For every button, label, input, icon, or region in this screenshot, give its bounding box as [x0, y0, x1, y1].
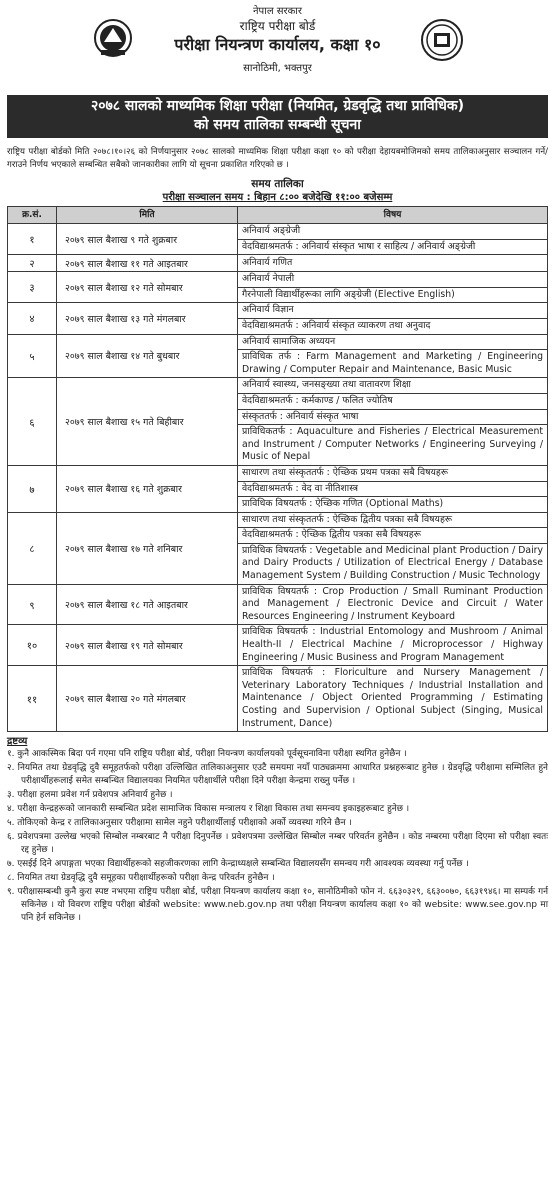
row-subjects [238, 625, 548, 666]
timetable-table [7, 206, 548, 732]
row-date: २०७९ साल बैशाख १४ गते बुधबार [57, 334, 238, 378]
header-sn: क्र.सं. [8, 207, 57, 224]
row-serial: १० [8, 625, 57, 666]
subject-line: अनिवार्य स्वास्थ्य, जनसङ्ख्या तथा वातावरण शिक्षा [238, 378, 547, 394]
table-row [8, 465, 548, 512]
row-date: २०७९ साल बैशाख १८ गते आइतबार [57, 584, 238, 625]
subject-line: वेदविद्याश्रमतर्फ : अनिवार्य संस्कृत भाषा र साहित्य / अनिवार्य अङ्ग्रेजी [242, 240, 476, 252]
row-serial: ८ [8, 512, 57, 584]
timetable-body [8, 224, 548, 732]
government-emblem-icon [93, 16, 133, 60]
subject-line: वेदविद्याश्रमतर्फ : कर्मकाण्ड / फलित ज्योतिष [238, 394, 547, 410]
subject-line: प्राविधिक विषयतर्फ : Vegetable and Medicinal plant Production / Dairy and Dairy Products / Utilization of Electrical Energy / Database Management System / Building Construction / Music Technology [242, 544, 543, 582]
row-subjects [238, 465, 548, 512]
table-row [8, 272, 548, 303]
row-date: २०७९ साल बैशाख १६ गते शुक्रबार [57, 465, 238, 512]
subject-line: संस्कृततर्फ : अनिवार्य संस्कृत भाषा [238, 410, 547, 426]
header-subject: विषय [238, 207, 548, 224]
row-subjects [238, 303, 548, 334]
header-office: परीक्षा नियन्त्रण कार्यालय, कक्षा १० [174, 35, 381, 54]
row-date: २०७९ साल बैशाख ११ गते आइतबार [57, 255, 238, 272]
header [7, 6, 548, 92]
row-subjects [238, 334, 548, 378]
row-serial: ९ [8, 584, 57, 625]
note-item: ८. नियमित तथा ग्रेडवृद्धि दुवै समूहका परीक्षार्थीहरूको परीक्षा केन्द्र परिवर्तन हुनेछैन । [7, 873, 275, 884]
note-item: ६. प्रवेशपत्रमा उल्लेख भएको सिम्बोल नम्बरबाट नै परीक्षा दिनुपर्नेछ । प्रवेशपत्रमा उल्लेखित सिम्बोल नम्बर परिवर्तन हुनेछैन । कोड नम्बरमा परीक्षा दिएमा सो परीक्षा स्वतः रद्द हुनेछ । [7, 832, 548, 856]
row-date: २०७९ साल बैशाख ९ गते शुक्रबार [57, 224, 238, 255]
table-row [8, 224, 548, 255]
notes-title: द्रष्टव्य [7, 736, 28, 748]
notes-list [7, 748, 548, 925]
row-subjects [238, 255, 548, 272]
row-serial: ५ [8, 334, 57, 378]
table-row [8, 625, 548, 666]
subject-line: प्राविधिक तर्फ : Farm Management and Marketing / Engineering Drawing / Computer Repair and Maintenance, Basic Music [242, 351, 543, 375]
subject-line: प्राविधिक विषयतर्फ : Industrial Entomology and Mushroom / Animal Health-II / Electrical Machine / Microprocessor / Highway Engineering / Music Business and Program Management [242, 626, 543, 663]
row-date: २०७९ साल बैशाख १२ गते सोमबार [57, 272, 238, 303]
row-date: २०७९ साल बैशाख १५ गते बिहीबार [57, 378, 238, 466]
subject-line: साधारण तथा संस्कृततर्फ : ऐच्छिक द्वितीय पत्रका सबै विषयहरू [238, 513, 547, 529]
timetable-subtitle: परीक्षा सञ्चालन समय : बिहान ८:०० बजेदेखि ११:०० बजेसम्म [162, 192, 393, 203]
note-item: २. नियमित तथा ग्रेडवृद्धि दुवै समूहतर्फको परीक्षा उल्लिखित तालिकाअनुसार एउटै समयमा नयाँ पाठ्यक्रममा आधारित प्रश्नहरूबाट हुनेछ । ग्रेडवृद्धि परीक्षामा सम्मिलित हुने परीक्षार्थीहरूलाई समेत सम्बन्धित विद्यालयका नियमित परीक्षार्थीले परीक्षा दिने परीक्षा केन्द्रमा राख्नु पर्नेछ । [7, 763, 548, 787]
subject-line: अनिवार्य नेपाली [238, 272, 547, 288]
row-subjects [238, 224, 548, 255]
row-serial: ६ [8, 378, 57, 466]
row-date: २०७९ साल बैशाख २० गते मंगलबार [57, 666, 238, 732]
row-serial: ३ [8, 272, 57, 303]
note-item: ३. परीक्षा हलमा प्रवेश गर्न प्रवेशपत्र अनिवार्य हुनेछ । [7, 790, 173, 801]
row-date: २०७९ साल बैशाख १३ गते मंगलबार [57, 303, 238, 334]
timetable-title: समय तालिका [251, 178, 304, 190]
subject-line: वेदविद्याश्रमतर्फ : वेद वा नीतिशास्त्र [238, 482, 547, 498]
row-date: २०७९ साल बैशाख १९ गते सोमबार [57, 625, 238, 666]
note-item: ७. एसईई दिने अपाङ्गता भएका विद्यार्थीहरूको सहजीकरणका लागि केन्द्राध्यक्षले सम्बन्धित विद्यालयसँग समन्वय गरी आवश्यक व्यवस्था गर्नु पर्नेछ । [7, 859, 469, 870]
subject-line: अनिवार्य अङ्ग्रेजी [238, 224, 547, 240]
banner-title: २०७८ सालको माध्यमिक शिक्षा परीक्षा (नियमित, ग्रेडवृद्धि तथा प्राविधिक) [90, 98, 465, 114]
subject-line: वेदविद्याश्रमतर्फ : अनिवार्य संस्कृत व्याकरण तथा अनुवाद [242, 319, 431, 331]
row-subjects [238, 584, 548, 625]
note-item: १. कुनै आकस्मिक बिदा पर्न गएमा पनि राष्ट्रिय परीक्षा बोर्ड, परीक्षा नियन्त्रण कार्यालयको पूर्वसूचनाविना परीक्षा स्थगित हुनेछैन । [7, 749, 407, 760]
table-row [8, 334, 548, 378]
subject-line: गैरनेपाली विद्यार्थीहरूका लागि अङ्ग्रेजी (Elective English) [242, 288, 455, 300]
table-row [8, 378, 548, 466]
row-serial: २ [8, 255, 57, 272]
subject-line: अनिवार्य विज्ञान [238, 303, 547, 319]
intro-paragraph: राष्ट्रिय परीक्षा बोर्डको मिति २०७८।१०।२६ को निर्णयानुसार २०७८ सालको माध्यमिक शिक्षा परीक्षा कक्षा १० को परीक्षा देहायबमोजिमको समय तालिकाअनुसार सञ्चालन गर्ने/गराउने निर्णय भएकाले सम्बन्धित सबैको जानकारीका लागि यो सूचना प्रकाशित गरिएको छ । [7, 147, 548, 170]
subject-line: साधारण तथा संस्कृततर्फ : ऐच्छिक प्रथम पत्रका सबै विषयहरू [238, 466, 547, 482]
row-serial: ४ [8, 303, 57, 334]
header-board: राष्ट्रिय परीक्षा बोर्ड [239, 19, 316, 33]
row-serial: ७ [8, 465, 57, 512]
table-row [8, 584, 548, 625]
header-address: सानोठिमी, भक्तपुर [243, 63, 312, 74]
exam-board-logo-icon [420, 18, 464, 62]
note-item: ९. परीक्षासम्बन्धी कुनै कुरा स्पष्ट नभएमा राष्ट्रिय परीक्षा बोर्ड, परीक्षा नियन्त्रण कार्यालय कक्षा १०, सानोठिमीको फोन नं. ६६३०३२९, ६६३००७०, ६६३१९४६। मा सम्पर्क गर्न सकिनेछ । यो विवरण राष्ट्रिय परीक्षा बोर्डको website: www.neb.gov.np तथा परीक्षा नियन्त्रण कार्यालय कक्षा १० को website: www.see.gov.np मा पनि हेर्न सकिनेछ । [7, 887, 548, 924]
table-row [8, 512, 548, 584]
row-subjects [238, 272, 548, 303]
notice-banner [7, 95, 548, 138]
subject-line: अनिवार्य सामाजिक अध्ययन [238, 335, 547, 351]
subject-line: प्राविधिक विषयतर्फ : ऐच्छिक गणित (Optional Maths) [242, 498, 444, 510]
row-serial: ११ [8, 666, 57, 732]
table-row [8, 255, 548, 272]
row-subjects [238, 666, 548, 732]
subject-line: प्राविधिकतर्फ : Aquaculture and Fisheries / Electrical Measurement and Instrument / Computer Networks / Engineering Surveying / Music of Nepal [242, 426, 543, 463]
subject-line: वेदविद्याश्रमतर्फ : ऐच्छिक द्वितीय पत्रका सबै विषयहरू [238, 528, 547, 544]
row-date: २०७९ साल बैशाख १७ गते शनिबार [57, 512, 238, 584]
note-item: ४. परीक्षा केन्द्रहरूको जानकारी सम्बन्धित प्रदेश सामाजिक विकास मन्त्रालय र शिक्षा विकास तथा समन्वय इकाइहरूबाट हुनेछ । [7, 804, 410, 815]
subject-line: अनिवार्य गणित [242, 256, 293, 268]
row-serial: १ [8, 224, 57, 255]
header-government: नेपाल सरकार [253, 6, 302, 17]
header-date: मिति [57, 207, 238, 224]
subject-line: प्राविधिक विषयतर्फ : Floriculture and Nursery Management / Veterinary Laboratory Techniques / Industrial Installation and Maintenance / Object Oriented Programming / Estimating Costing and Supervision / Optional Subject (Singing, Musical Instrument, Dance) [242, 667, 543, 729]
row-subjects [238, 512, 548, 584]
subject-line: प्राविधिक विषयतर्फ : Crop Production / Small Ruminant Production and Management / Electronic Device and Circuit / Water Resources Engineering / Instrument Keyboard [242, 585, 543, 622]
note-item: ५. तोकिएको केन्द्र र तालिकाअनुसार परीक्षामा सामेल नहुने परीक्षार्थीलाई परीक्षाको अर्को व्यवस्था गरिने छैन । [7, 818, 352, 829]
row-subjects [238, 378, 548, 466]
table-row [8, 303, 548, 334]
table-row [8, 666, 548, 732]
table-header-row [8, 207, 548, 224]
banner-subtitle: को समय तालिका सम्बन्धी सूचना [194, 117, 361, 133]
